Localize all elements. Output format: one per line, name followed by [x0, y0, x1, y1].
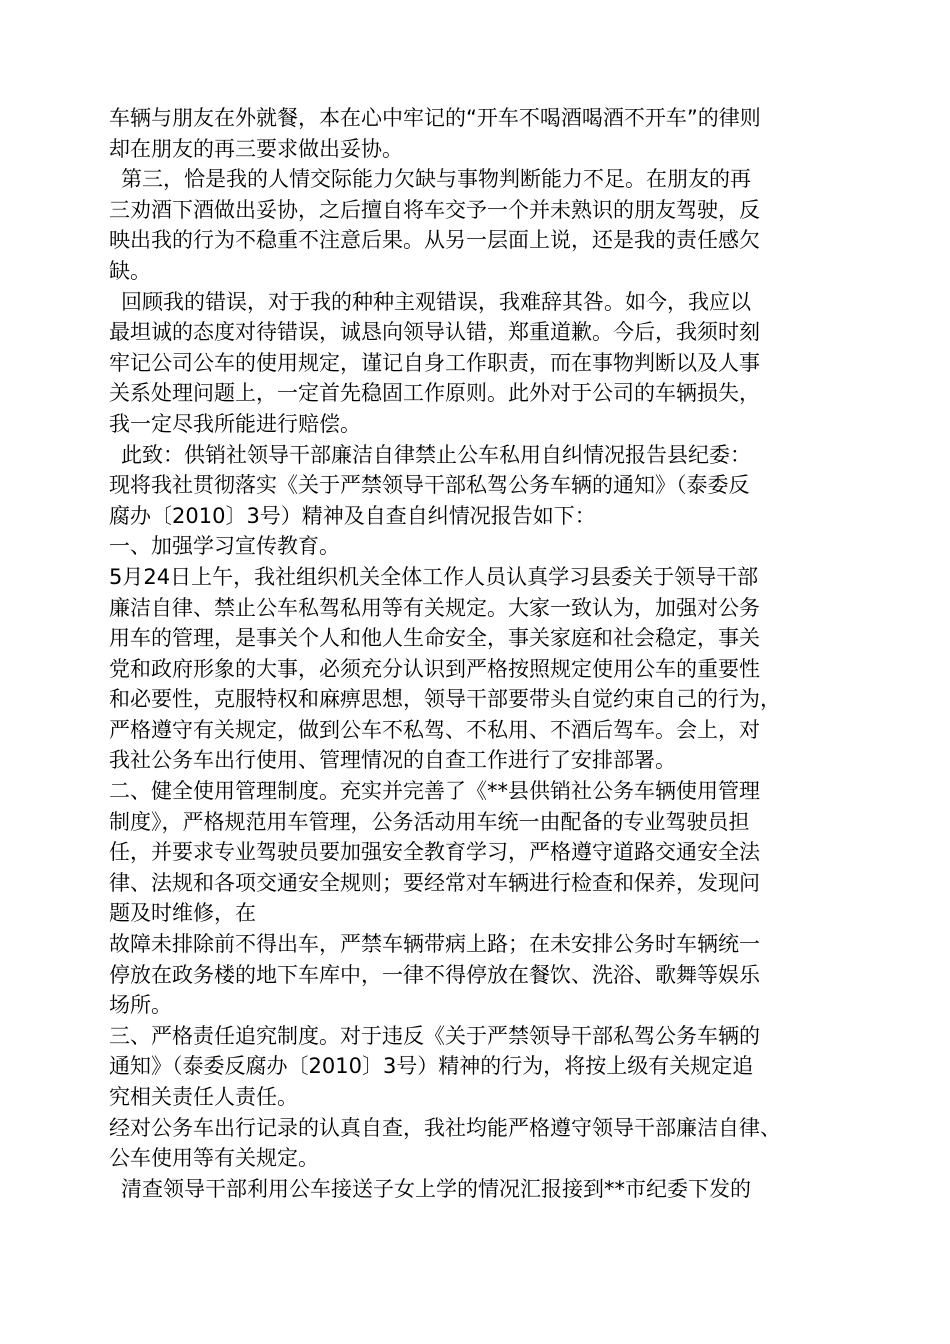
text-line: 停放在政务楼的地下车库中，一律不得停放在餐饮、洗浴、歌舞等娱乐: [109, 962, 760, 987]
text-line: 场所。: [109, 993, 172, 1018]
text-line: 严格遵守有关规定，做到公车不私驾、不私用、不酒后驾车。会上，对: [109, 717, 760, 742]
text-line: 第三，恰是我的人情交际能力欠缺与事物判断能力不足。在朋友的再: [121, 167, 751, 192]
text-line: 经对公务车出行记录的认真自查，我社均能严格遵守领导干部廉洁自律、: [109, 1115, 781, 1140]
text-line: 我一定尽我所能进行赔偿。: [109, 411, 361, 436]
document-page: [109, 103, 845, 1204]
text-line: 三、严格责任追究制度。对于违反《关于严禁领导干部私驾公务车辆的: [109, 1023, 760, 1048]
text-line: 腐办〔2010〕3号）精神及自查自纠情况报告如下：: [109, 503, 596, 528]
text-line: 二、健全使用管理制度。充实并完善了《**县供销社公务车辆使用管理: [109, 779, 760, 804]
text-line: 车辆与朋友在外就餐，本在心中牢记的“开车不喝酒喝酒不开车”的律则: [109, 106, 761, 130]
text-line: 故障未排除前不得出车，严禁车辆带病上路；在未安排公务时车辆统一: [109, 932, 760, 957]
text-line: 公车使用等有关规定。: [109, 1146, 319, 1171]
text-line: 制度》，严格规范用车管理，公务活动用车统一由配备的专业驾驶员担: [109, 809, 750, 834]
text-line: 究相关责任人责任。: [109, 1085, 298, 1109]
text-line: 最坦诚的态度对待错误，诚恳向领导认错，郑重道歉。今后，我须时刻: [109, 320, 760, 345]
text-line: 缺。: [109, 258, 151, 283]
text-line: 5月24日上午，我社组织机关全体工作人员认真学习县委关于领导干部: [109, 564, 759, 589]
text-line: 关系处理问题上，一定首先稳固工作原则。此外对于公司的车辆损失，: [109, 381, 760, 406]
text-line: 题及时维修，在: [109, 901, 256, 926]
text-line: 用车的管理，是事关个人和他人生命安全，事关家庭和社会稳定，事关: [109, 626, 760, 651]
text-line: 牢记公司公车的使用规定，谨记自身工作职责，而在事物判断以及人事: [109, 350, 760, 375]
text-line: 清查领导干部利用公车接送子女上学的情况汇报接到**市纪委下发的: [121, 1176, 751, 1201]
text-line: 廉洁自律、禁止公车私驾私用等有关规定。大家一致认为，加强对公务: [109, 595, 760, 620]
text-line: 却在朋友的再三要求做出妥协。: [109, 136, 403, 161]
text-line: 此致：供销社领导干部廉洁自律禁止公车私用自纠情况报告县纪委：: [121, 442, 751, 467]
text-line: 现将我社贯彻落实《关于严禁领导干部私驾公务车辆的通知》（泰委反: [109, 473, 750, 498]
text-line: 三劝酒下酒做出妥协，之后擅自将车交予一个并未熟识的朋友驾驶，反: [109, 197, 760, 222]
text-line: 我社公务车出行使用、管理情况的自查工作进行了安排部署。: [109, 748, 676, 773]
text-line: 党和政府形象的大事，必须充分认识到严格按照规定使用公车的重要性: [109, 656, 760, 681]
text-line: 通知》（泰委反腐办〔2010〕3号）精神的行为，将按上级有关规定追: [109, 1054, 754, 1079]
text-line: 任，并要求专业驾驶员要加强安全教育学习，严格遵守道路交通安全法: [109, 840, 760, 865]
text-line: 映出我的行为不稳重不注意后果。从另一层面上说，还是我的责任感欠: [109, 228, 760, 253]
text-line: 和必要性，克服特权和麻痹思想，领导干部要带头自觉约束自己的行为，: [109, 687, 781, 712]
text-line: 回顾我的错误，对于我的种种主观错误，我难辞其咎。如今，我应以: [121, 289, 751, 314]
text-line: 律、法规和各项交通安全规则；要经常对车辆进行检查和保养，发现问: [109, 870, 760, 895]
text-line: 一、加强学习宣传教育。: [109, 534, 340, 559]
